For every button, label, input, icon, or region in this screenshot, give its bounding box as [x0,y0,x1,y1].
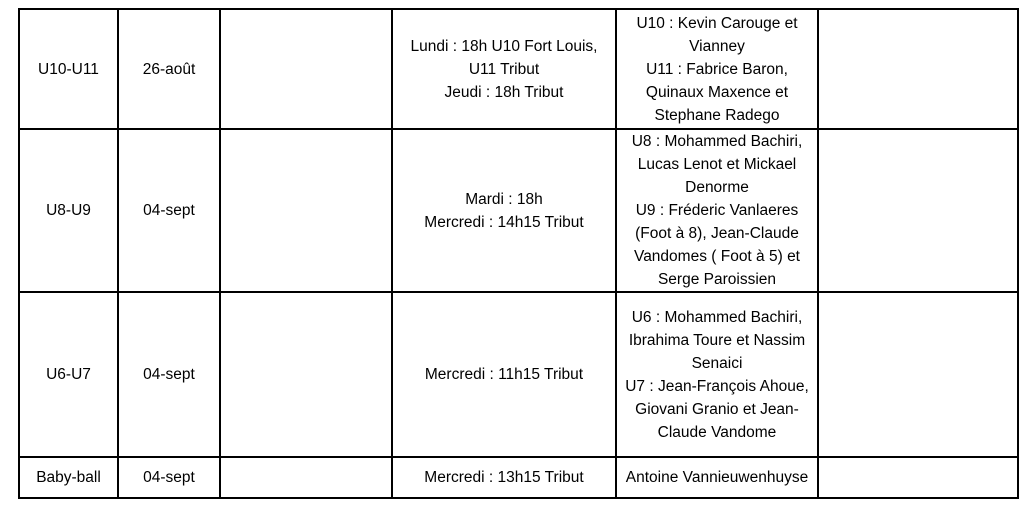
category-cell: U10-U11 [19,9,118,129]
empty-cell [220,9,392,129]
table-row [19,129,1018,292]
start-date-cell: 26-août [118,9,220,129]
empty-cell [220,292,392,457]
empty-cell [818,292,1018,457]
training-schedule-cell: Mardi : 18h Mercredi : 14h15 Tribut [392,129,616,292]
empty-cell [818,129,1018,292]
table-row [19,9,1018,129]
category-cell: U8-U9 [19,129,118,292]
table-row [19,457,1018,498]
empty-cell [818,457,1018,498]
training-schedule-cell: Lundi : 18h U10 Fort Louis, U11 Tribut Jeudi : 18h Tribut [392,9,616,129]
training-schedule-cell: Mercredi : 11h15 Tribut [392,292,616,457]
coaches-cell: U8 : Mohammed Bachiri, Lucas Lenot et Mickael Denorme U9 : Fréderic Vanlaeres (Foot à 8), Jean-Claude Vandomes ( Foot à 5) et Serge Paroissien [616,129,818,292]
table-row [19,292,1018,457]
empty-cell [220,129,392,292]
category-cell: Baby-ball [19,457,118,498]
start-date-cell: 04-sept [118,129,220,292]
coaches-cell: U6 : Mohammed Bachiri, Ibrahima Toure et Nassim Senaici U7 : Jean-François Ahoue, Giovani Granio et Jean- Claude Vandome [616,292,818,457]
training-schedule-cell: Mercredi : 13h15 Tribut [392,457,616,498]
start-date-cell: 04-sept [118,292,220,457]
coaches-cell: Antoine Vannieuwenhuyse [616,457,818,498]
start-date-cell: 04-sept [118,457,220,498]
category-cell: U6-U7 [19,292,118,457]
empty-cell [818,9,1018,129]
coaches-cell: U10 : Kevin Carouge et Vianney U11 : Fabrice Baron, Quinaux Maxence et Stephane Radego [616,9,818,129]
schedule-table [18,8,1019,499]
empty-cell [220,457,392,498]
